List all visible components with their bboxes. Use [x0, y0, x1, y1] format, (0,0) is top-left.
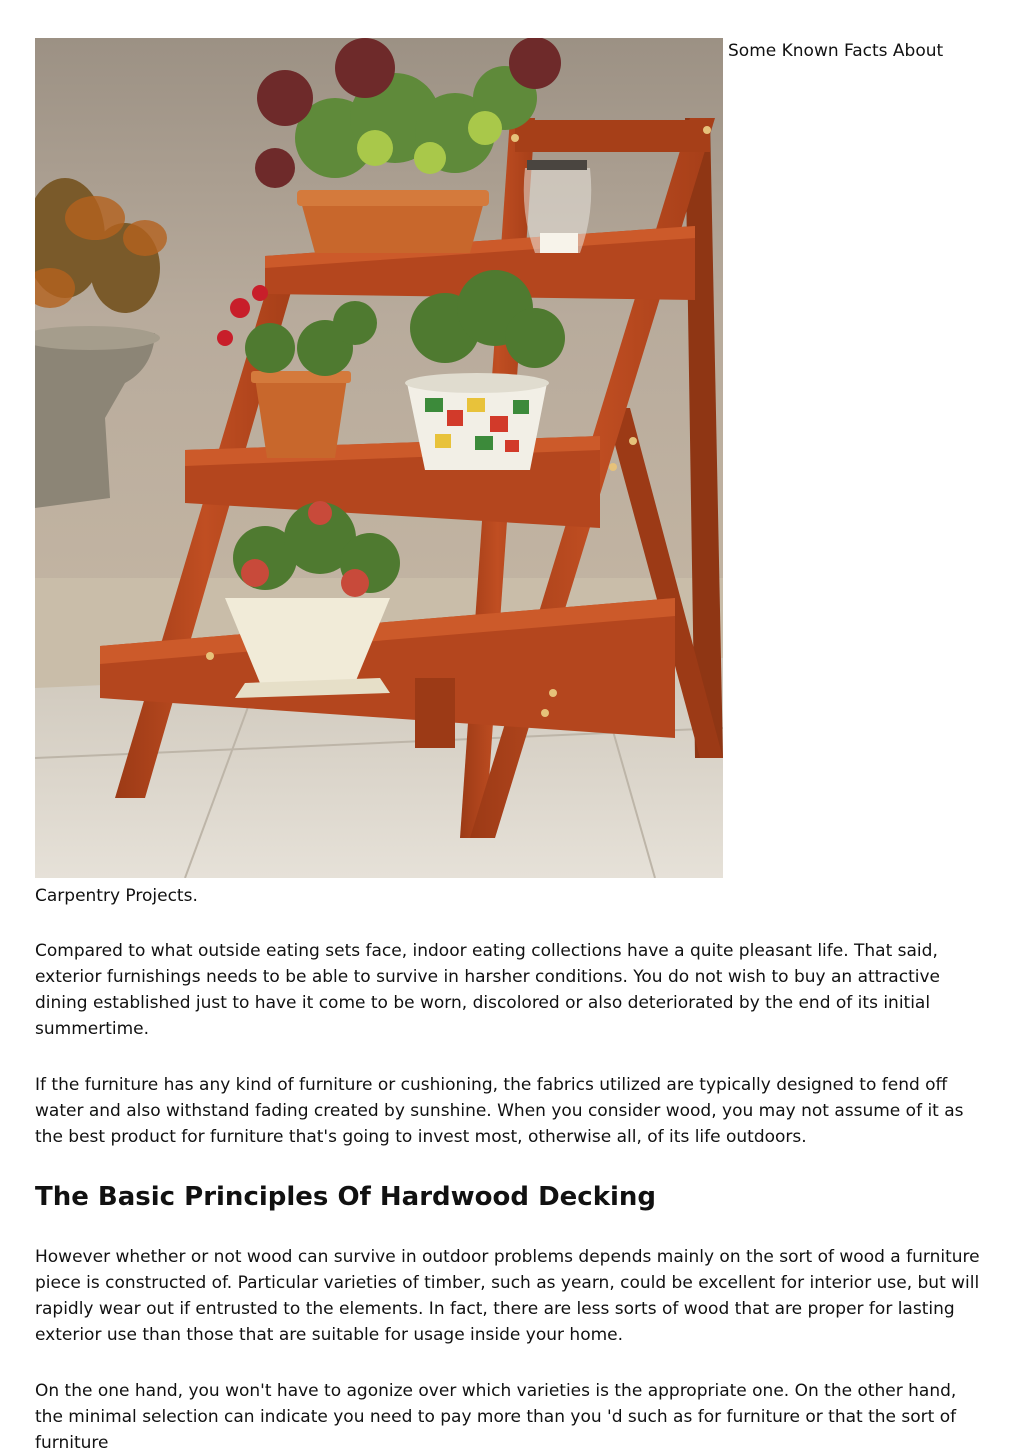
plant-stand-photo: [35, 38, 723, 878]
article-page: [35, 38, 980, 1456]
main-paragraph-2: On the one hand, you won't have to agonize over which varieties is the appropriate one. On the other hand, the minimal selection can indicate you need to pay more than you 'd such as for furniture or that the sort of furniture: [35, 1381, 957, 1453]
intro-paragraph-1: Compared to what outside eating sets face, indoor eating collections have a quite pleasant life. That said, exterior furnishings needs to be able to survive in harsher conditions. You do not wish to buy an attractive dining established just to have it come to be worn, discolored or also deteriorated by the end of its initial summertime.: [35, 941, 940, 1039]
side-caption: Some Known Facts About: [728, 41, 944, 61]
main-paragraph-1: However whether or not wood can survive in outdoor problems depends mainly on the sort of wood a furniture piece is constructed of. Particular varieties of timber, such as yearn, could be excellent for interior use, but will rapidly wear out if entrusted to the elements. In fact, there are less sorts of wood that are proper for lasting exterior use than those that are suitable for usage inside your home.: [35, 1247, 980, 1345]
intro-paragraph-2: If the furniture has any kind of furniture or cushioning, the fabrics utilized are typically designed to fend off water and also withstand fading created by sunshine. When you consider wood, you may not assume of it as the best product for furniture that's going to invest most, otherwise all, of its life outdoors.: [35, 1075, 964, 1147]
caption-continuation: Carpentry Projects.: [35, 886, 198, 906]
section-heading: The Basic Principles Of Hardwood Decking: [35, 1182, 657, 1212]
hero-section: [35, 38, 980, 878]
